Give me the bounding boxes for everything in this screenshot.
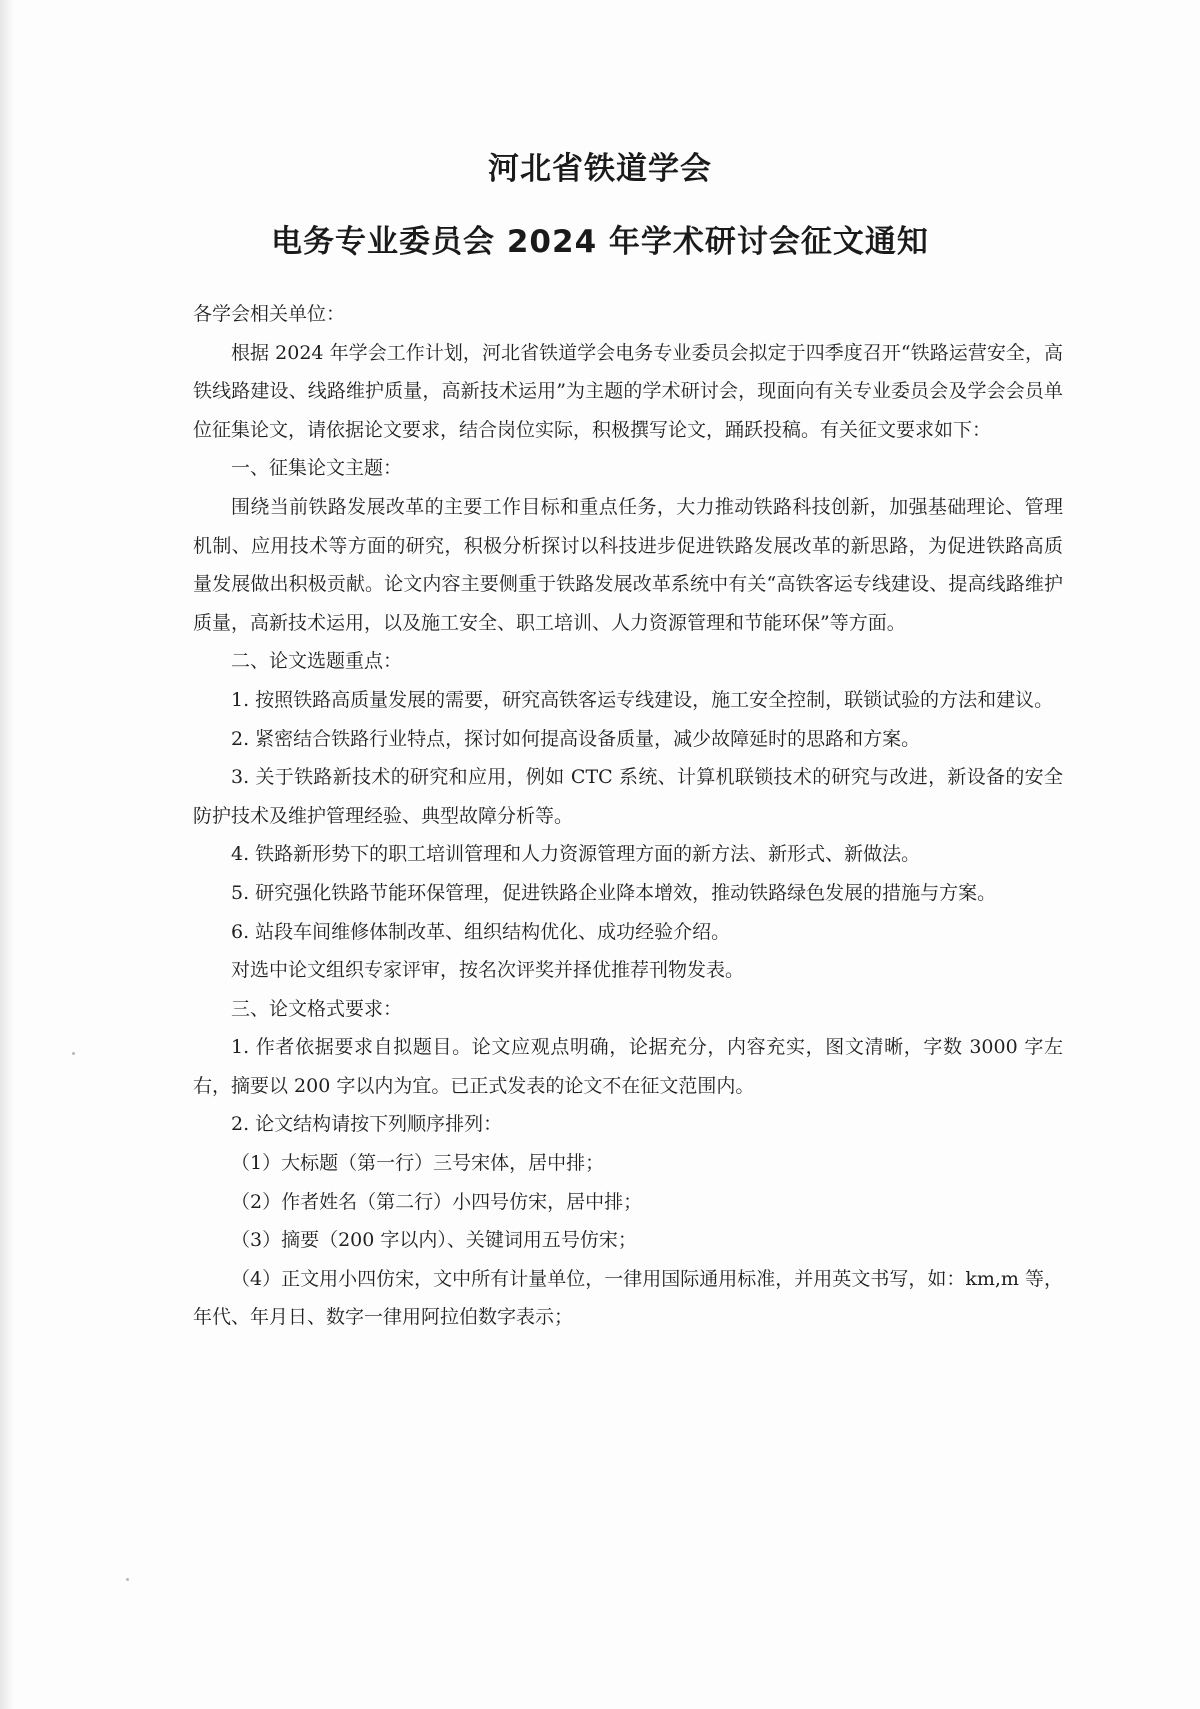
document-title (0, 143, 1200, 261)
section-heading-2: 二、论文选题重点： (231, 650, 403, 673)
format-subitem-1: （1）大标题（第一行）三号宋体，居中排； (231, 1152, 605, 1175)
scan-speck (126, 1578, 129, 1581)
format-subitem-2: （2）作者姓名（第二行）小四号仿宋，居中排； (231, 1190, 643, 1213)
salutation: 各学会相关单位： (193, 303, 346, 325)
format-item-2: 2. 论文结构请按下列顺序排列： (231, 1113, 503, 1136)
theme-paragraph: 围绕当前铁路发展改革的主要工作目标和重点任务，大力推动铁路科技创新，加强基础理论、管理机制、应用技术等方面的研究，积极分析探讨以科技进步促进铁路发展改革的新思路，为促进铁路高质量发展做出积极贡献。论文内容主要侧重于铁路发展改革系统中有关“高铁客运专线建设、提高线路维护质量，高新技术运用，以及施工安全、职工培训、人力资源管理和节能环保”等方面。 (193, 495, 1063, 634)
document-body (193, 295, 1063, 1337)
format-subitem-3: （3）摘要（200 字以内）、关键词用五号仿宋； (231, 1229, 637, 1252)
title-line-1: 河北省铁道学会 (488, 151, 712, 187)
topic-item-4: 4. 铁路新形势下的职工培训管理和人力资源管理方面的新方法、新形式、新做法。 (231, 843, 921, 866)
section-heading-1: 一、征集论文主题： (231, 457, 403, 480)
intro-paragraph: 根据 2024 年学会工作计划，河北省铁道学会电务专业委员会拟定于四季度召开“铁路运营安全，高铁线路建设、线路维护质量，高新技术运用”为主题的学术研讨会，现面向有关专业委员会及学会会员单位征集论文，请依据论文要求，结合岗位实际，积极撰写论文，踊跃投稿。有关征文要求如下： (193, 341, 1063, 441)
review-note: 对选中论文组织专家评审，按名次评奖并择优推荐刊物发表。 (231, 959, 745, 982)
topic-item-5: 5. 研究强化铁路节能环保管理，促进铁路企业降本增效，推动铁路绿色发展的措施与方案。 (231, 881, 997, 904)
section-heading-3: 三、论文格式要求： (231, 997, 403, 1020)
format-subitem-4: （4）正文用小四仿宋，文中所有计量单位，一律用国际通用标准，并用英文书写，如：km,m 等，年代、年月日、数字一律用阿拉伯数字表示； (193, 1267, 1063, 1329)
format-item-1: 1. 作者依据要求自拟题目。论文应观点明确，论据充分，内容充实，图文清晰，字数 3000 字左右，摘要以 200 字以内为宜。已正式发表的论文不在征文范围内。 (193, 1036, 1063, 1097)
scan-speck (72, 1052, 75, 1055)
topic-item-6: 6. 站段车间维修体制改革、组织结构优化、成功经验介绍。 (231, 920, 731, 943)
topic-item-2: 2. 紧密结合铁路行业特点，探讨如何提高设备质量，减少故障延时的思路和方案。 (231, 727, 921, 750)
title-line-2: 电务专业委员会 2024 年学术研讨会征文通知 (271, 224, 929, 260)
topic-item-1: 1. 按照铁路高质量发展的需要，研究高铁客运专线建设，施工安全控制，联锁试验的方法和建议。 (231, 688, 1054, 711)
topic-item-3: 3. 关于铁路新技术的研究和应用，例如 CTC 系统、计算机联锁技术的研究与改进，新设备的安全防护技术及维护管理经验、典型故障分析等。 (193, 766, 1063, 827)
